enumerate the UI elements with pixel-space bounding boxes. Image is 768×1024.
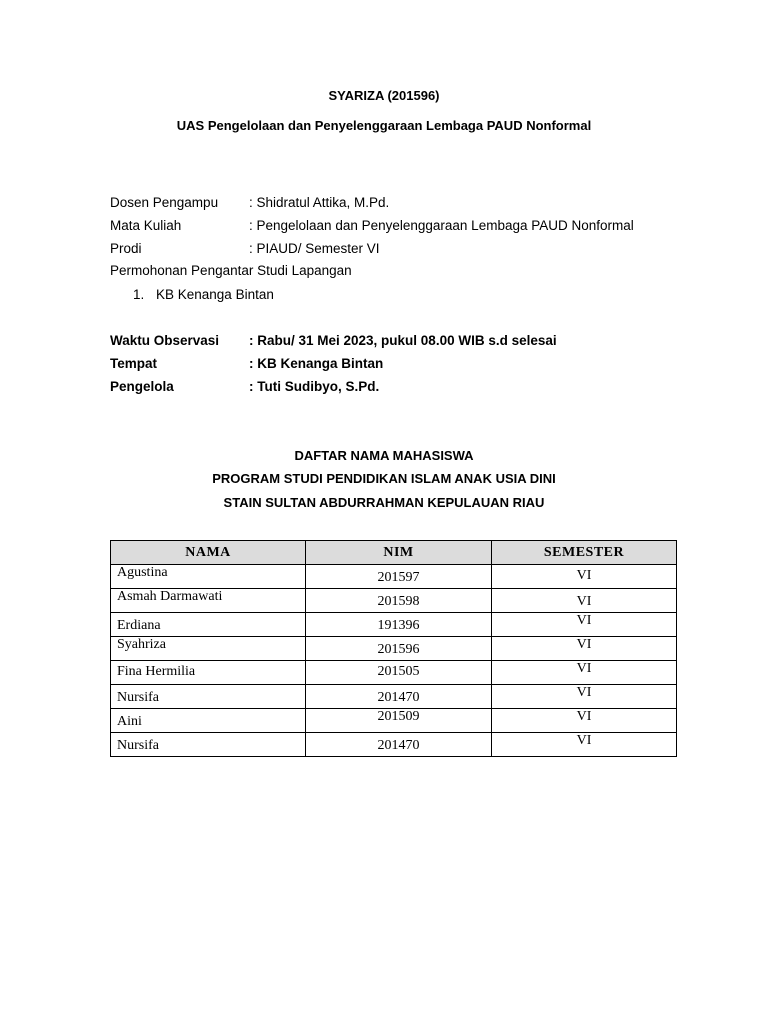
dosen-value: : Shidratul Attika, M.Pd.	[249, 195, 390, 210]
semester-text: VI	[576, 709, 592, 724]
author-heading: SYARIZA (201596)	[328, 88, 440, 103]
subject-heading: UAS Pengelolaan dan Penyelenggaraan Lembaga PAUD Nonformal	[176, 118, 592, 133]
cell-nama	[111, 733, 306, 757]
matkul-value: : Pengelolaan dan Penyelenggaraan Lembaga PAUD Nonformal	[249, 218, 634, 233]
table-row	[111, 565, 677, 589]
cell-nama	[111, 613, 306, 637]
cell-semester	[492, 661, 677, 685]
cell-nim	[306, 565, 492, 589]
nama-text: Asmah Darmawati	[117, 589, 223, 604]
nama-text: Fina Hermilia	[117, 664, 196, 679]
cell-semester	[492, 565, 677, 589]
table-row	[111, 637, 677, 661]
prodi-value: : PIAUD/ Semester VI	[249, 241, 380, 256]
cell-nim	[306, 637, 492, 661]
table-row	[111, 589, 677, 613]
column-header-nim: NIM	[306, 541, 492, 565]
cell-nim	[306, 709, 492, 733]
list-item: KB Kenanga Bintan	[156, 287, 274, 302]
list-title-line1: DAFTAR NAMA MAHASISWA	[294, 448, 474, 463]
nim-text: 201598	[377, 594, 420, 609]
column-header-semester: SEMESTER	[492, 541, 677, 565]
table-row	[111, 709, 677, 733]
cell-nim	[306, 589, 492, 613]
cell-nim	[306, 661, 492, 685]
cell-nama	[111, 589, 306, 613]
list-number: 1.	[133, 287, 145, 302]
cell-nama	[111, 637, 306, 661]
table-row	[111, 733, 677, 757]
semester-text: VI	[576, 568, 592, 583]
table-row	[111, 613, 677, 637]
semester-text: VI	[576, 613, 592, 628]
nim-text: 201470	[377, 738, 420, 753]
student-table	[110, 540, 677, 757]
table-row	[111, 661, 677, 685]
nama-text: Nursifa	[117, 690, 159, 705]
table-header-row	[111, 541, 677, 565]
cell-semester	[492, 637, 677, 661]
matkul-label: Mata Kuliah	[110, 218, 182, 233]
cell-nama	[111, 661, 306, 685]
table-row	[111, 685, 677, 709]
nim-text: 191396	[377, 618, 420, 633]
tempat-label: Tempat	[110, 356, 158, 371]
nim-text: 201596	[377, 642, 420, 657]
cell-nama	[111, 685, 306, 709]
nama-text: Agustina	[117, 565, 168, 580]
semester-text: VI	[576, 733, 592, 748]
cell-nim	[306, 613, 492, 637]
semester-text: VI	[576, 594, 592, 609]
cell-semester	[492, 589, 677, 613]
list-title-line2: PROGRAM STUDI PENDIDIKAN ISLAM ANAK USIA DINI	[212, 471, 556, 486]
nama-text: Nursifa	[117, 738, 159, 753]
pengelola-label: Pengelola	[110, 379, 174, 394]
pengelola-value: : Tuti Sudibyo, S.Pd.	[249, 379, 380, 394]
nama-text: Erdiana	[117, 618, 161, 633]
column-header-nama: NAMA	[111, 541, 306, 565]
semester-text: VI	[576, 637, 592, 652]
tempat-value: : KB Kenanga Bintan	[249, 356, 384, 371]
semester-text: VI	[576, 685, 592, 700]
list-title-line3: STAIN SULTAN ABDURRAHMAN KEPULAUAN RIAU	[223, 495, 545, 510]
prodi-label: Prodi	[110, 241, 142, 256]
cell-semester	[492, 733, 677, 757]
waktu-label: Waktu Observasi	[110, 333, 220, 348]
cell-nama	[111, 709, 306, 733]
nim-text: 201597	[377, 570, 420, 585]
nim-text: 201509	[377, 709, 420, 724]
cell-semester	[492, 685, 677, 709]
waktu-value: : Rabu/ 31 Mei 2023, pukul 08.00 WIB s.d selesai	[249, 333, 557, 348]
permohonan-text: Permohonan Pengantar Studi Lapangan	[110, 263, 352, 278]
cell-semester	[492, 709, 677, 733]
cell-nama	[111, 565, 306, 589]
dosen-label: Dosen Pengampu	[110, 195, 219, 210]
nama-text: Aini	[117, 714, 142, 729]
nim-text: 201470	[377, 690, 420, 705]
cell-nim	[306, 733, 492, 757]
nama-text: Syahriza	[117, 637, 166, 652]
nim-text: 201505	[377, 664, 420, 679]
cell-nim	[306, 685, 492, 709]
cell-semester	[492, 613, 677, 637]
semester-text: VI	[576, 661, 592, 676]
